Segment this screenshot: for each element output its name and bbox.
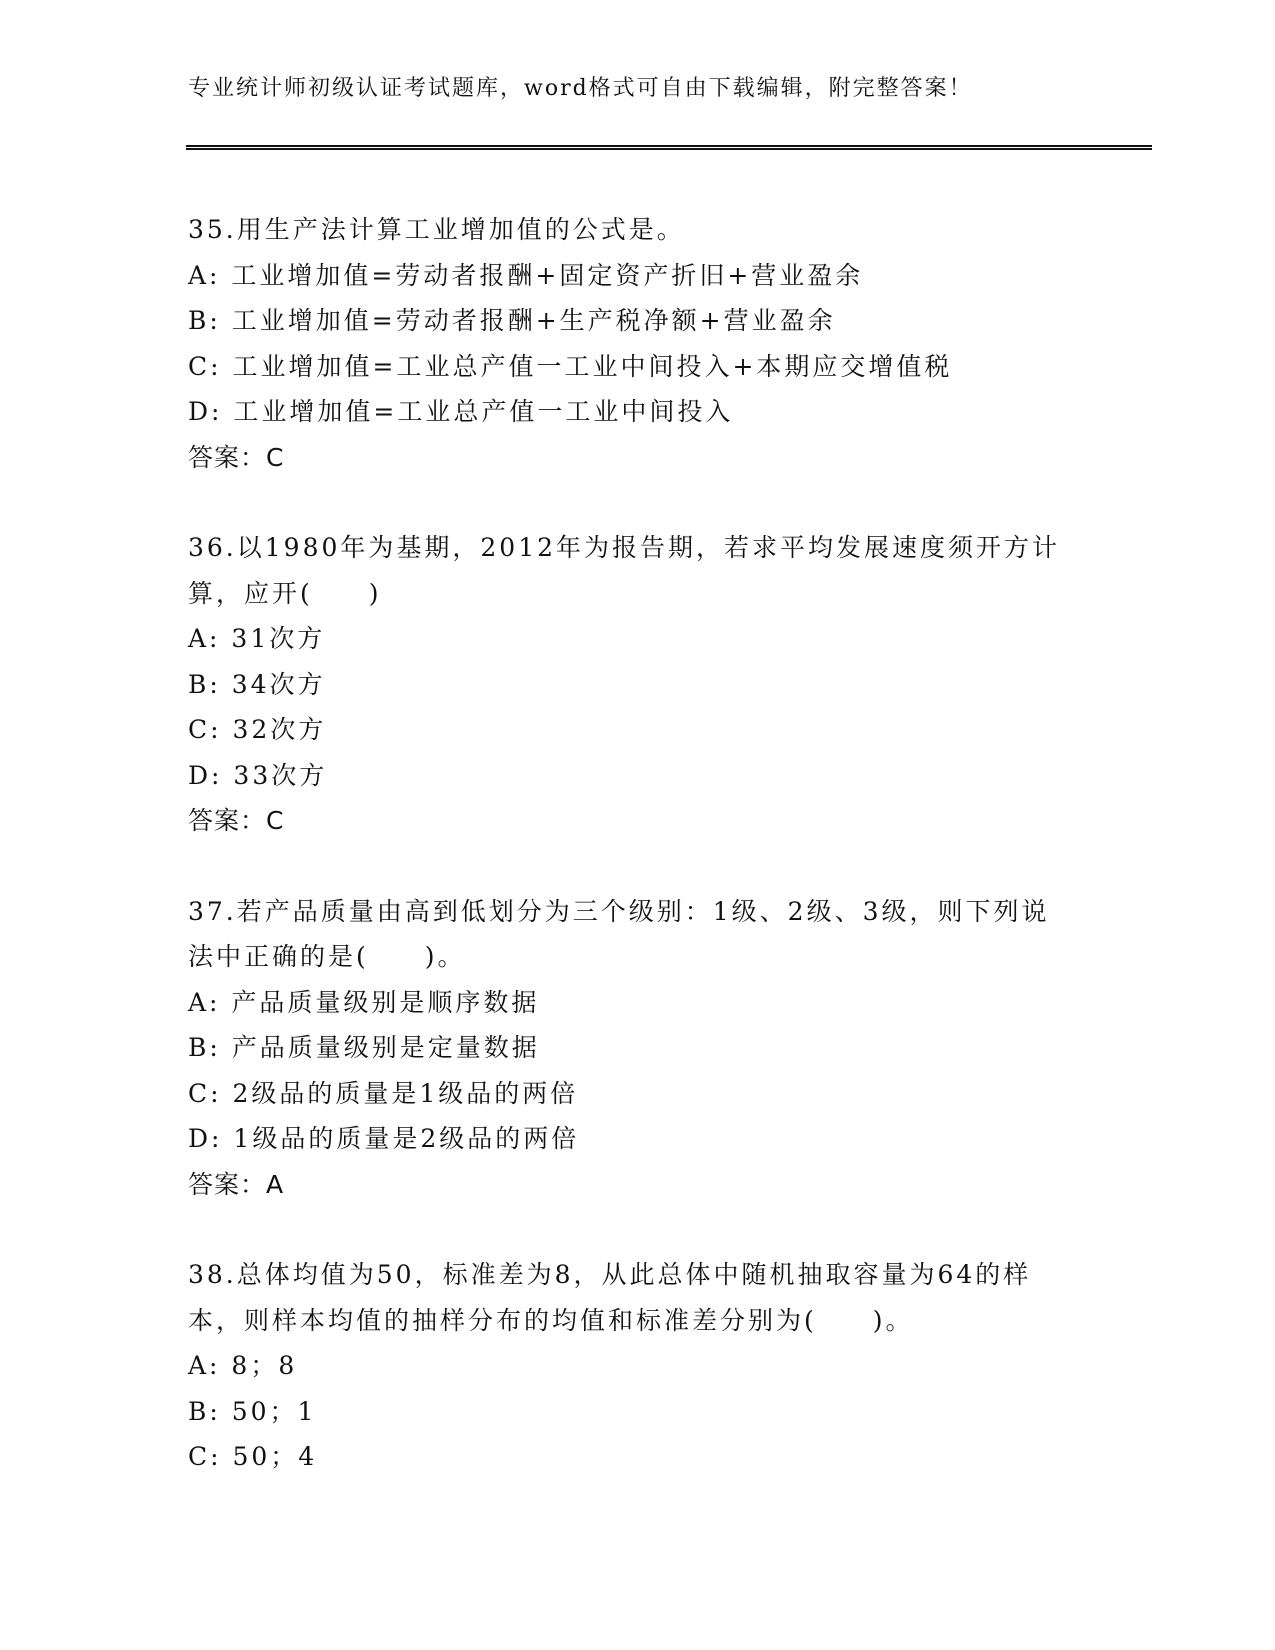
question-stem: 35.用生产法计算工业增加值的公式是。 — [188, 215, 685, 244]
option-b: B: 34次方 — [188, 669, 326, 699]
answer-label: 答案：A — [188, 1169, 285, 1199]
option-c: C: 50；4 — [188, 1442, 318, 1471]
question-stem: 38.总体均值为50，标准差为8，从此总体中随机抽取容量为64的样 — [188, 1260, 1032, 1289]
question-36 — [188, 525, 1088, 844]
option-d: D: 工业增加值=工业总产值一工业中间投入 — [188, 397, 734, 426]
answer-label: 答案：C — [188, 806, 285, 835]
header-divider — [186, 145, 1152, 150]
option-c: C: 2级品的质量是1级品的两倍 — [188, 1078, 579, 1108]
question-stem: 36.以1980年为基期，2012年为报告期，若求平均发展速度须开方计 — [188, 533, 1061, 562]
answer-label: 答案：C — [188, 442, 285, 472]
question-38 — [188, 1252, 1088, 1480]
option-d: D: 1级品的质量是2级品的两倍 — [188, 1124, 580, 1153]
question-stem-continued: 本，则样本均值的抽样分布的均值和标准差分别为( )。 — [188, 1305, 914, 1335]
option-a: A: 31次方 — [188, 624, 326, 653]
question-37 — [188, 889, 1088, 1208]
question-stem-continued: 法中正确的是( )。 — [188, 942, 466, 971]
option-b: B: 50；1 — [188, 1396, 317, 1426]
page-header: 专业统计师初级认证考试题库，word格式可自由下载编辑，附完整答案！ — [188, 76, 973, 101]
option-a: A: 产品质量级别是顺序数据 — [188, 987, 540, 1017]
question-list — [188, 207, 1088, 1525]
option-b: B: 产品质量级别是定量数据 — [188, 1033, 540, 1062]
question-35 — [188, 207, 1088, 480]
option-a: A: 8；8 — [188, 1351, 298, 1380]
option-a: A: 工业增加值=劳动者报酬+固定资产折旧+营业盈余 — [188, 260, 864, 290]
option-d: D: 33次方 — [188, 760, 328, 790]
question-stem-continued: 算，应开( ) — [188, 578, 382, 608]
question-stem: 37.若产品质量由高到低划分为三个级别：1级、2级、3级，则下列说 — [188, 896, 1050, 926]
option-c: C: 32次方 — [188, 715, 327, 744]
option-c: C: 工业增加值=工业总产值一工业中间投入+本期应交增值税 — [188, 351, 953, 381]
option-b: B: 工业增加值=劳动者报酬+生产税净额+营业盈余 — [188, 306, 836, 335]
